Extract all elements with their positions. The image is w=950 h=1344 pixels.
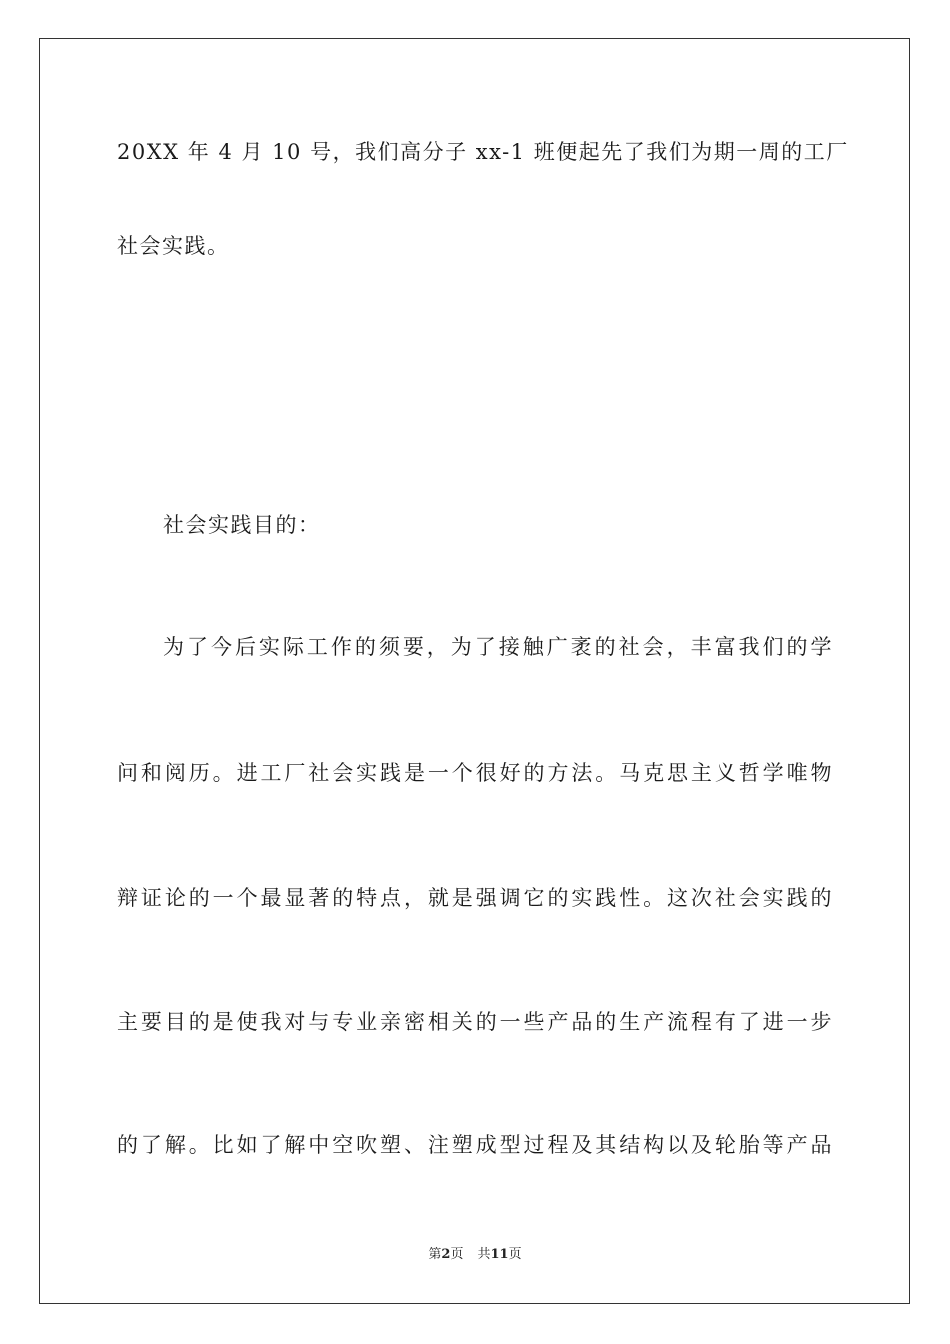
paragraph-line-2: 社会实践。 — [117, 234, 230, 258]
section-heading: 社会实践目的： — [163, 513, 321, 537]
paragraph-line-1: 20XX 年 4 月 10 号，我们高分子 xx-1 班便起先了我们为期一周的工厂 — [117, 140, 849, 164]
page-suffix: 页 — [450, 1247, 464, 1262]
page-border — [39, 38, 910, 1304]
total-prefix: 共 — [477, 1247, 491, 1262]
paragraph-line-7: 的了解。比如了解中空吹塑、注塑成型过程及其结构以及轮胎等产品 — [117, 1133, 833, 1157]
paragraph-line-4: 问和阅历。进工厂社会实践是一个很好的方法。马克思主义哲学唯物 — [117, 761, 833, 785]
paragraph-line-3: 为了今后实际工作的须要，为了接触广袤的社会，丰富我们的学 — [163, 635, 833, 659]
total-pages: 11 — [490, 1247, 509, 1262]
page-footer — [0, 1247, 950, 1263]
page-prefix: 第 — [428, 1247, 442, 1262]
paragraph-line-6: 主要目的是使我对与专业亲密相关的一些产品的生产流程有了进一步 — [117, 1010, 833, 1034]
page-number: 2 — [441, 1247, 451, 1262]
paragraph-line-5: 辩证论的一个最显著的特点，就是强调它的实践性。这次社会实践的 — [117, 886, 833, 910]
total-suffix: 页 — [508, 1247, 522, 1262]
